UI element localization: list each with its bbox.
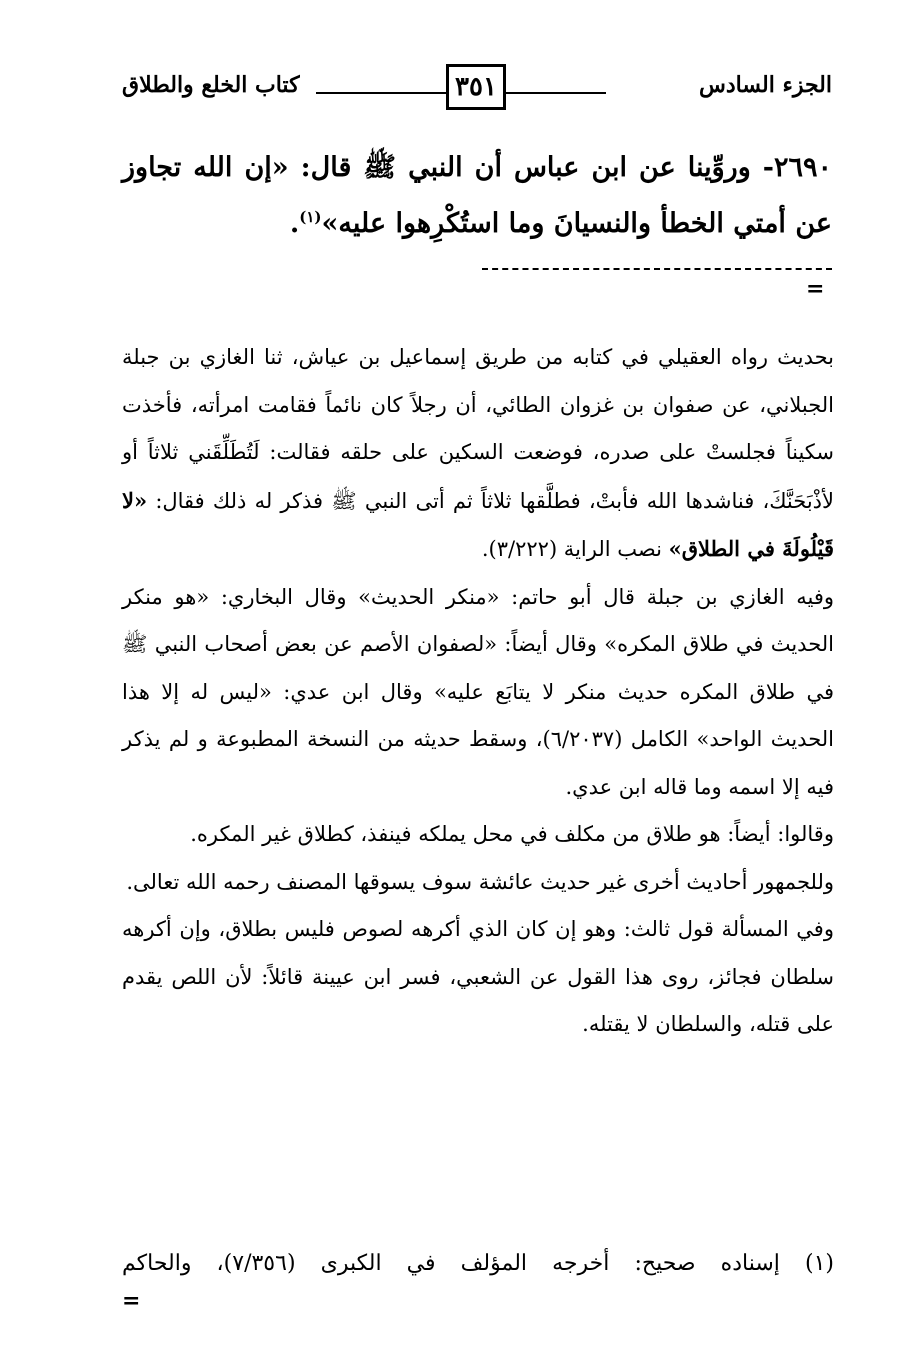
commentary-paragraph-5: وفي المسألة قول ثالث: وهو إن كان الذي أكرهه لصوص فليس بطلاق، وإن أكرهه سلطان فجائز، روى هذا القول عن الشعبي، فسر ابن عيينة قائلاً: لأن اللص يقدم على قتله، والسلطان لا يقتله.	[122, 917, 834, 1036]
continuation-mark-bottom: =	[122, 1288, 141, 1314]
header-rule-left	[316, 92, 446, 94]
commentary-bold-quote: «لا قَيْلُولَةَ في الطلاق»	[122, 487, 834, 561]
commentary-paragraph-3: وقالوا: أيضاً: هو طلاق من مكلف في محل يملكه فينفذ، كطلاق غير المكره.	[190, 822, 834, 846]
page-number: ٣٥١	[446, 64, 506, 110]
hadith-intro: وروِّينا عن ابن عباس أن النبي ﷺ قال:	[288, 152, 763, 183]
hadith-text	[122, 140, 832, 252]
commentary	[122, 334, 834, 1049]
footnote-separator	[482, 268, 832, 270]
continuation-mark-top: =	[806, 276, 825, 302]
volume-title: الجزء السادس	[699, 72, 832, 98]
hadith-quote: «إن الله تجاوز عن أمتي الخطأ والنسيانَ وما استُكْرِهوا عليه»	[122, 152, 832, 239]
footnote: (١) إسناده صحيح: أخرجه المؤلف في الكبرى (٧/٣٥٦)، والحاكم	[122, 1251, 834, 1276]
hadith-number: ٢٦٩٠-	[762, 152, 832, 183]
commentary-paragraph-1	[122, 334, 834, 574]
book-title: كتاب الخلع والطلاق	[122, 72, 300, 98]
footnote-ref: (١)	[299, 208, 322, 226]
commentary-source: نصب الراية (٣/٢٢٢).	[481, 537, 669, 561]
commentary-paragraph-2: وفيه الغازي بن جبلة قال أبو حاتم: «منكر الحديث» وقال البخاري: «هو منكر الحديث في طلاق المكره» وقال أيضاً: «لصفوان الأصم عن بعض أصحاب النبي ﷺ في طلاق المكره حديث منكر لا يتابَع عليه» وقال ابن عدي: «ليس له إلا هذا الحديث الواحد» الكامل (٦/٢٠٣٧)، وسقط حديثه من النسخة المطبوعة و لم يذكر فيه إلا اسمه وما قاله ابن عدي.	[122, 584, 834, 799]
hadith-end: .	[289, 208, 300, 239]
commentary-paragraph-4: وللجمهور أحاديث أخرى غير حديث عائشة سوف يسوقها المصنف رحمه الله تعالى.	[126, 869, 834, 894]
commentary-text: بحديث رواه العقيلي في كتابه من طريق إسماعيل بن عياش، ثنا الغازي بن جبلة الجبلاني، عن صفوان بن غزوان الطائي، أن رجلاً كان نائماً فقامت امرأته، فأخذت سكيناً فجلستْ على صدره، فوضعت السكين على حلقه فقالت: لَتُطَلِّقَني ثلاثاً أو لأذْبَحَنَّكَ، فناشدها الله فأبتْ، فطلَّقها ثلاثاً ثم أتى النبي ﷺ فذكر له ذلك فقال:	[122, 345, 834, 513]
header-rule-right	[506, 92, 606, 94]
